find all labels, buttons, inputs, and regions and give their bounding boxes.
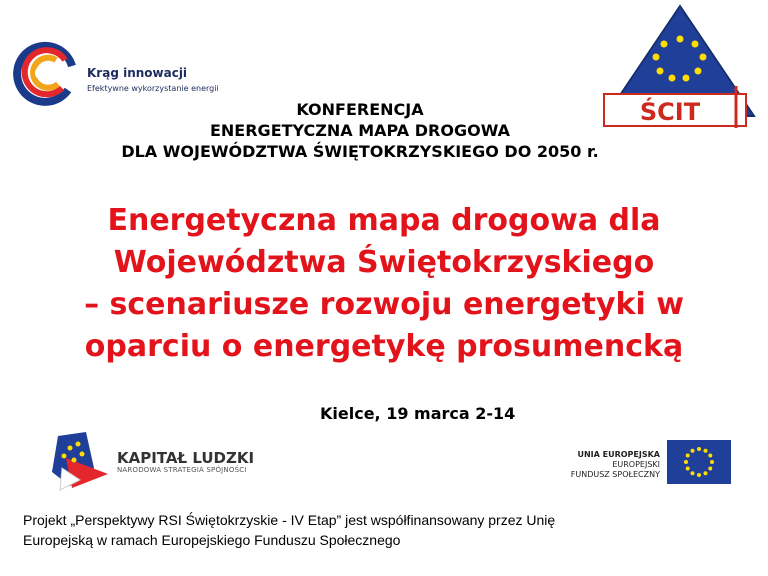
krag-logo-tagline: Efektywne wykorzystanie energii: [87, 84, 219, 93]
place-date: Kielce, 19 marca 2-14: [320, 404, 516, 423]
title-line-4: oparciu o energetykę prosumencką: [84, 329, 684, 364]
eu-label-line-3: FUNDUSZ SPOŁECZNY: [570, 470, 660, 479]
conference-line-3: DLA WOJEWÓDZTWA ŚWIĘTOKRZYSKIEGO DO 2050 r.: [121, 142, 599, 161]
conference-line-2: ENERGETYCZNA MAPA DROGOWA: [209, 121, 510, 140]
footer-line-2: Europejską w ramach Europejskiego Funduszu Społecznego: [23, 532, 401, 548]
title-line-3: – scenariusze rozwoju energetyki w: [84, 287, 684, 322]
footer-note: [23, 510, 743, 550]
title-line-2: Województwa Świętokrzyskiego: [113, 245, 655, 280]
eu-label: [540, 450, 660, 480]
kapital-ludzki-name: KAPITAŁ LUDZKI: [117, 449, 255, 467]
conference-header: [40, 99, 680, 162]
eu-flag-icon: [667, 440, 731, 484]
scit-text: ŚCIT: [639, 98, 701, 126]
eu-label-line-2: EUROPEJSKI: [612, 460, 660, 469]
eu-label-line-1: UNIA EUROPEJSKA: [577, 450, 660, 459]
conference-line-1: KONFERENCJA: [296, 100, 424, 119]
kapital-ludzki-tagline: NARODOWA STRATEGIA SPÓJNOŚCI: [117, 466, 247, 474]
footer-line-1: Projekt „Perspektywy RSI Świętokrzyskie - IV Etap” jest współfinansowany przez Unię: [23, 512, 556, 528]
krag-swirl-icon: [17, 46, 72, 102]
kapital-ludzki-logo: [50, 428, 110, 494]
main-title: [20, 200, 748, 368]
krag-logo-name: Krąg innowacji: [87, 66, 188, 80]
title-line-1: Energetyczna mapa drogowa dla: [107, 203, 661, 238]
